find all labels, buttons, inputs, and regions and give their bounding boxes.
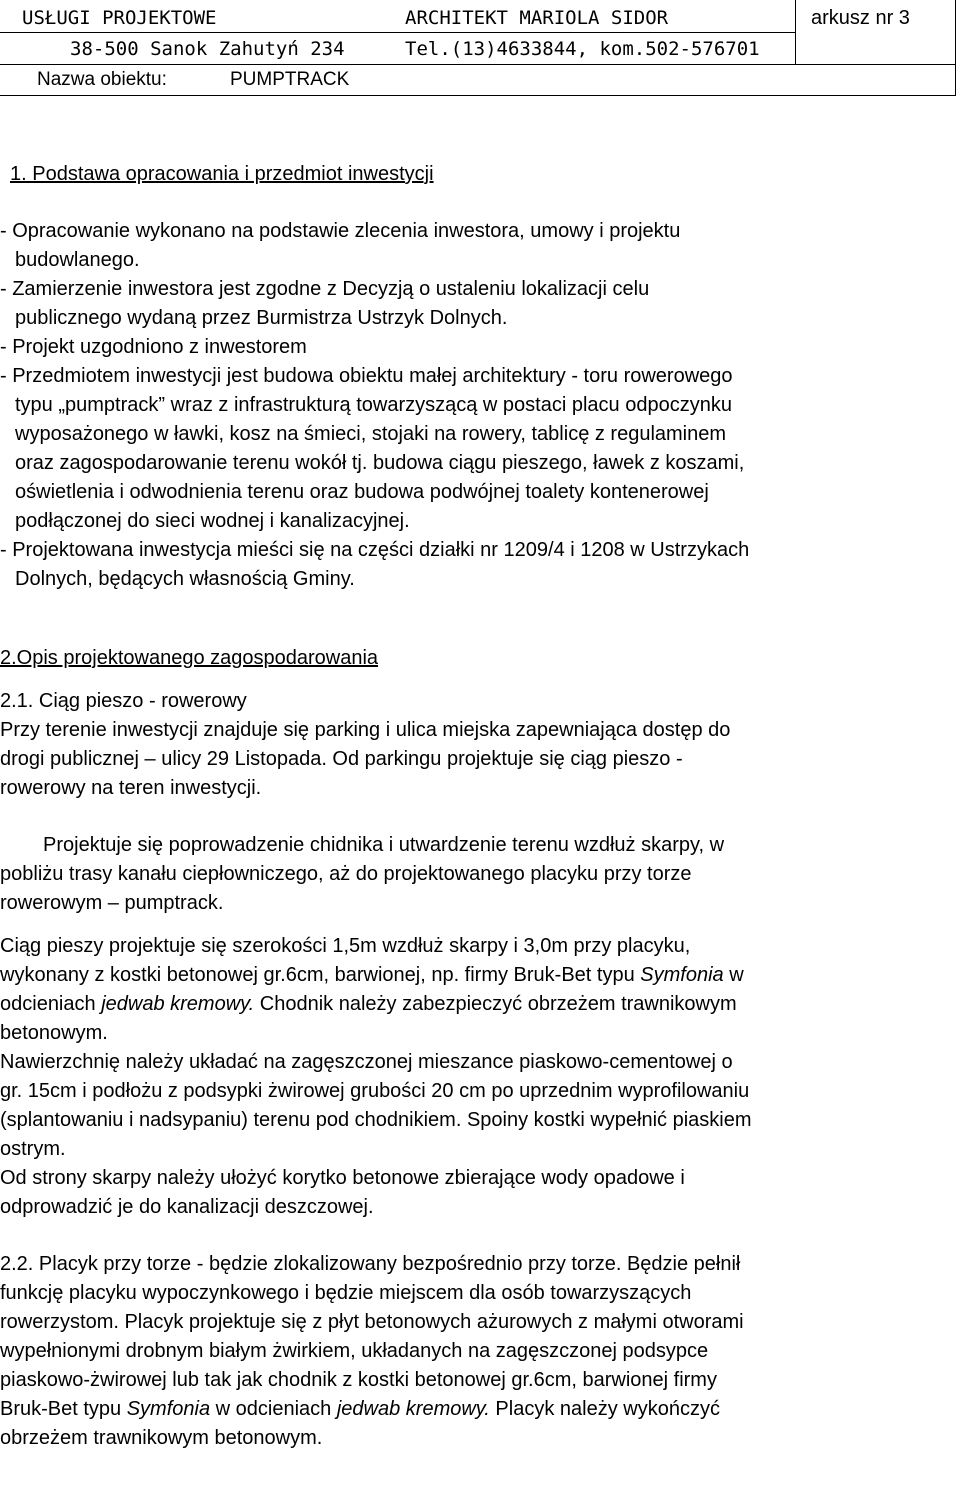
text-line: rowerzystom. Placyk projektuje się z płyt betonowych ażurowych z małymi otworami	[0, 1311, 744, 1333]
header-border-bottom	[0, 95, 956, 96]
text-line: - Przedmiotem inwestycji jest budowa obiektu małej architektury - toru rowerowego	[0, 365, 733, 387]
text-line: - Projekt uzgodniono z inwestorem	[0, 336, 307, 358]
header-divider-1	[0, 32, 795, 33]
text-line: Od strony skarpy należy ułożyć korytko betonowe zbierające wody opadowe i	[0, 1167, 685, 1189]
text-line: rowerowy na teren inwestycji.	[0, 777, 262, 799]
text-line: Nawierzchnię należy układać na zagęszczonej mieszance piaskowo-cementowej o	[0, 1051, 733, 1073]
text-line: drogi publicznej – ulicy 29 Listopada. Od parkingu projektuje się ciąg pieszo -	[0, 748, 683, 770]
text-line: wykonany z kostki betonowej gr.6cm, barwionej, np. firmy Bruk-Bet typu Symfonia w	[0, 964, 744, 986]
text-line: odcieniach jedwab kremowy. Chodnik należy zabezpieczyć obrzeżem trawnikowym	[0, 993, 737, 1015]
text-line: oświetlenia i odwodnienia terenu oraz budowa podwójnej toalety kontenerowej	[15, 481, 709, 503]
header-border-right	[955, 0, 956, 95]
product-name: Symfonia	[640, 964, 724, 986]
phone: Tel.(13)4633844, kom.502-576701	[405, 38, 760, 60]
text-line: wypełnionymi drobnym białym żwirkiem, układanych na zagęszczonej podsypce	[0, 1340, 709, 1362]
header-divider-2	[0, 64, 956, 65]
text-line: betonowym.	[0, 1022, 108, 1044]
text-line: Projektuje się poprowadzenie chidnika i utwardzenie terenu wzdłuż skarpy, w	[43, 834, 725, 856]
section2-heading: 2.Opis projektowanego zagospodarowania	[0, 647, 379, 669]
object-name: PUMPTRACK	[230, 69, 350, 90]
text-line: - Opracowanie wykonano na podstawie zlecenia inwestora, umowy i projektu	[0, 220, 681, 242]
document-body	[0, 160, 955, 1453]
text-line: funkcję placyku wypoczynkowego i będzie miejscem dla osób towarzyszących	[0, 1282, 692, 1304]
text-line: odprowadzić je do kanalizacji deszczowej.	[0, 1196, 374, 1218]
sheet-number: arkusz nr 3	[811, 7, 910, 29]
text-line: podłączonej do sieci wodnej i kanalizacyjnej.	[15, 510, 410, 532]
text-line: piaskowo-żwirowej lub tak jak chodnik z kostki betonowej gr.6cm, barwionej firmy	[0, 1369, 717, 1391]
subsection-2-1-heading: 2.1. Ciąg pieszo - rowerowy	[0, 690, 247, 712]
document-header	[0, 0, 960, 95]
text-line: Dolnych, będących własnością Gminy.	[15, 568, 355, 590]
color-name: jedwab kremowy.	[101, 993, 255, 1015]
subsection-2-2-text: 2.2. Placyk przy torze - będzie zlokalizowany bezpośrednio przy torze. Będzie pełnił	[0, 1253, 741, 1275]
text-line: publicznego wydaną przez Burmistrza Ustrzyk Dolnych.	[15, 307, 508, 329]
section1-text	[0, 217, 955, 594]
text-line: wyposażonego w ławki, kosz na śmieci, stojaki na rowery, tablicę z regulaminem	[15, 423, 727, 445]
text-line: rowerowym – pumptrack.	[0, 892, 224, 914]
color-name: jedwab kremowy.	[336, 1398, 490, 1420]
text-line: - Projektowana inwestycja mieści się na części działki nr 1209/4 i 1208 w Ustrzykach	[0, 539, 750, 561]
object-label: Nazwa obiektu:	[37, 69, 167, 90]
text-line: - Zamierzenie inwestora jest zgodne z Decyzją o ustaleniu lokalizacji celu	[0, 278, 650, 300]
company-name: USŁUGI PROJEKTOWE	[22, 7, 217, 29]
text-line: pobliżu trasy kanału ciepłowniczego, aż do projektowanego placyku przy torze	[0, 863, 692, 885]
text-line: Przy terenie inwestycji znajduje się parking i ulica miejska zapewniająca dostęp do	[0, 719, 731, 741]
text-line: oraz zagospodarowanie terenu wokół tj. budowa ciągu pieszego, ławek z koszami,	[15, 452, 745, 474]
text-line: Ciąg pieszy projektuje się szerokości 1,5m wzdłuż skarpy i 3,0m przy placyku,	[0, 935, 691, 957]
product-name: Symfonia	[126, 1398, 211, 1420]
text-line: (splantowaniu i nadsypaniu) terenu pod chodnikiem. Spoiny kostki wypełnić piaskiem	[0, 1109, 752, 1131]
text-line: Bruk-Bet typu Symfonia w odcieniach jedwab kremowy. Placyk należy wykończyć	[0, 1398, 720, 1420]
section1-heading: 1. Podstawa opracowania i przedmiot inwestycji	[10, 163, 434, 185]
text-line: budowlanego.	[15, 249, 140, 271]
text-line: gr. 15cm i podłożu z podsypki żwirowej grubości 20 cm po uprzednim wyprofilowaniu	[0, 1080, 750, 1102]
architect-name: ARCHITEKT MARIOLA SIDOR	[405, 7, 669, 29]
text-line: obrzeżem trawnikowym betonowym.	[0, 1427, 323, 1449]
text-line: typu „pumptrack” wraz z infrastrukturą towarzyszącą w postaci placu odpoczynku	[15, 394, 732, 416]
address: 38-500 Sanok Zahutyń 234	[70, 38, 345, 60]
text-line: ostrym.	[0, 1138, 66, 1160]
header-divider-vertical	[795, 0, 796, 64]
